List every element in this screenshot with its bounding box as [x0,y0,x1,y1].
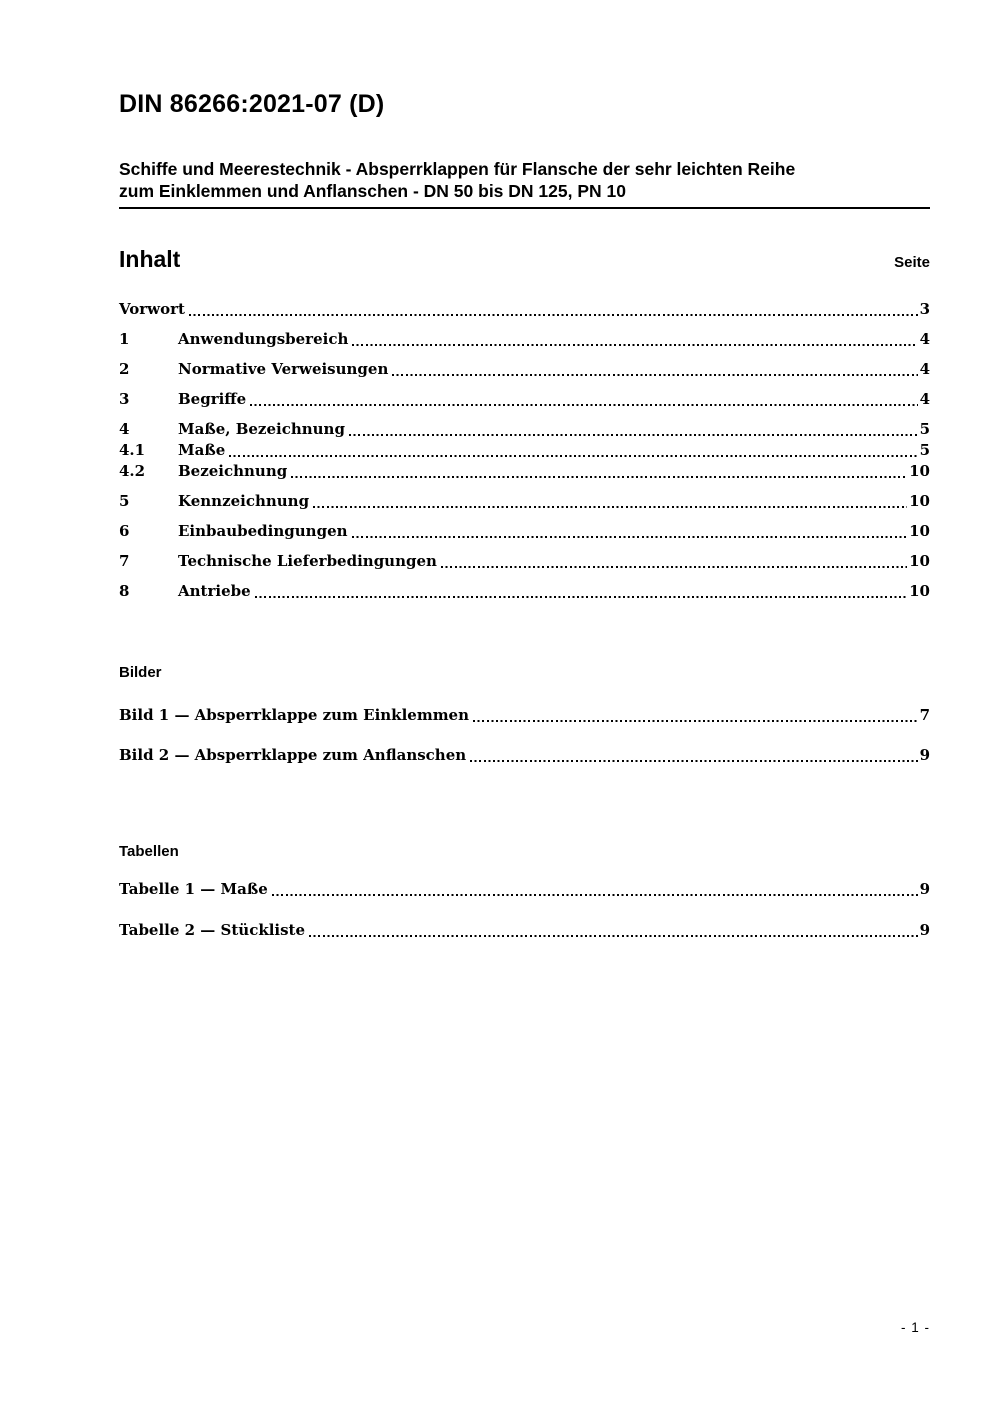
toc-entry [119,552,930,571]
figure-entry-title: Bild 1 — Absperrklappe zum Einklemmen [119,706,470,724]
subtitle-line-1: Schiffe und Meerestechnik - Absperrklappen für Flansche der sehr leichten Reihe [119,159,796,179]
toc-entry-number: 3 [119,390,130,408]
toc-entry-page-number: 5 [919,441,930,459]
dot-leader [470,760,917,762]
toc-entry-title: Begriffe [178,390,247,408]
dot-leader [441,566,907,568]
dot-leader [352,536,908,538]
toc-entry [119,582,930,601]
dot-leader [352,344,917,346]
toc-entry [119,522,930,541]
toc-entry-number: 7 [119,552,130,570]
figures-heading: Bilder [119,664,162,681]
dot-leader [291,476,907,478]
toc-entry-number: 4.2 [119,462,146,480]
dot-leader [229,455,917,457]
toc-entry-number: 8 [119,582,130,600]
figure-entry-page-number: 7 [919,706,930,724]
tables-heading: Tabellen [119,843,179,860]
figure-entry-title: Bild 2 — Absperrklappe zum Anflanschen [119,746,467,764]
toc-entry-title: Bezeichnung [178,462,288,480]
toc-entry [119,390,930,409]
dot-leader [473,720,918,722]
toc-entry [119,360,930,379]
toc-entry-number: 4.1 [119,441,146,459]
table-entry [119,921,930,940]
toc-entry-title: Kennzeichnung [178,492,310,510]
toc-entry-list [119,300,930,601]
figures-list [119,663,930,765]
toc-entry-page-number: 5 [919,420,930,438]
toc-entry-page-number: 10 [909,492,930,510]
footer-page-number: - 1 - [900,1320,930,1335]
toc-entry-title: Einbaubedingungen [178,522,348,540]
toc-entry [119,441,930,460]
toc-entry-page-number: 10 [909,522,930,540]
tables-list [119,842,930,940]
dot-leader [255,596,907,598]
table-entry [119,880,930,899]
toc-header [119,246,930,273]
figure-entry-page-number: 9 [919,746,930,764]
document-subtitle [119,158,930,209]
toc-entry-title: Maße, Bezeichnung [178,420,345,438]
toc-entry-page-number: 4 [919,330,930,348]
table-entry-title: Tabelle 1 — Maße [119,880,268,898]
toc-entry [119,462,930,481]
toc-entry-page-number: 10 [909,552,930,570]
toc-entry [119,492,930,511]
toc-entry-title: Normative Verweisungen [178,360,389,378]
toc-heading: Inhalt [119,246,181,272]
toc-entry-title: Maße [178,441,226,459]
toc-entry-title: Vorwort [119,300,185,318]
toc-entry-number: 5 [119,492,130,510]
toc-entry-page-number: 3 [919,300,930,318]
toc-entry-title: Technische Lieferbedingungen [178,552,437,570]
toc-entry-number: 2 [119,360,130,378]
toc-entry [119,330,930,349]
toc-entry-page-number: 4 [919,360,930,378]
table-entry-page-number: 9 [919,880,930,898]
table-entry-title: Tabelle 2 — Stückliste [119,921,306,939]
document-id-title: DIN 86266:2021-07 (D) [119,90,385,118]
toc-entry-title: Anwendungsbereich [178,330,349,348]
toc-entry-page-number: 10 [909,462,930,480]
dot-leader [250,404,917,406]
figure-entry [119,746,930,765]
toc-entry-number: 6 [119,522,130,540]
toc-entry-page-number: 4 [919,390,930,408]
dot-leader [309,935,918,937]
toc-entry-number: 4 [119,420,130,438]
toc-entry [119,300,930,319]
dot-leader [313,506,907,508]
dot-leader [272,894,918,896]
page-column-label: Seite [894,254,930,271]
dot-leader [392,374,917,376]
toc-entry-title: Antriebe [178,582,251,600]
toc-entry-number: 1 [119,330,130,348]
toc-entry-page-number: 10 [909,582,930,600]
page-content [119,0,930,1403]
subtitle-line-2: zum Einklemmen und Anflanschen - DN 50 bis DN 125, PN 10 [119,181,626,201]
dot-leader [189,314,918,316]
dot-leader [349,434,918,436]
table-entry-page-number: 9 [919,921,930,939]
figure-entry [119,706,930,725]
toc-entry [119,420,930,439]
